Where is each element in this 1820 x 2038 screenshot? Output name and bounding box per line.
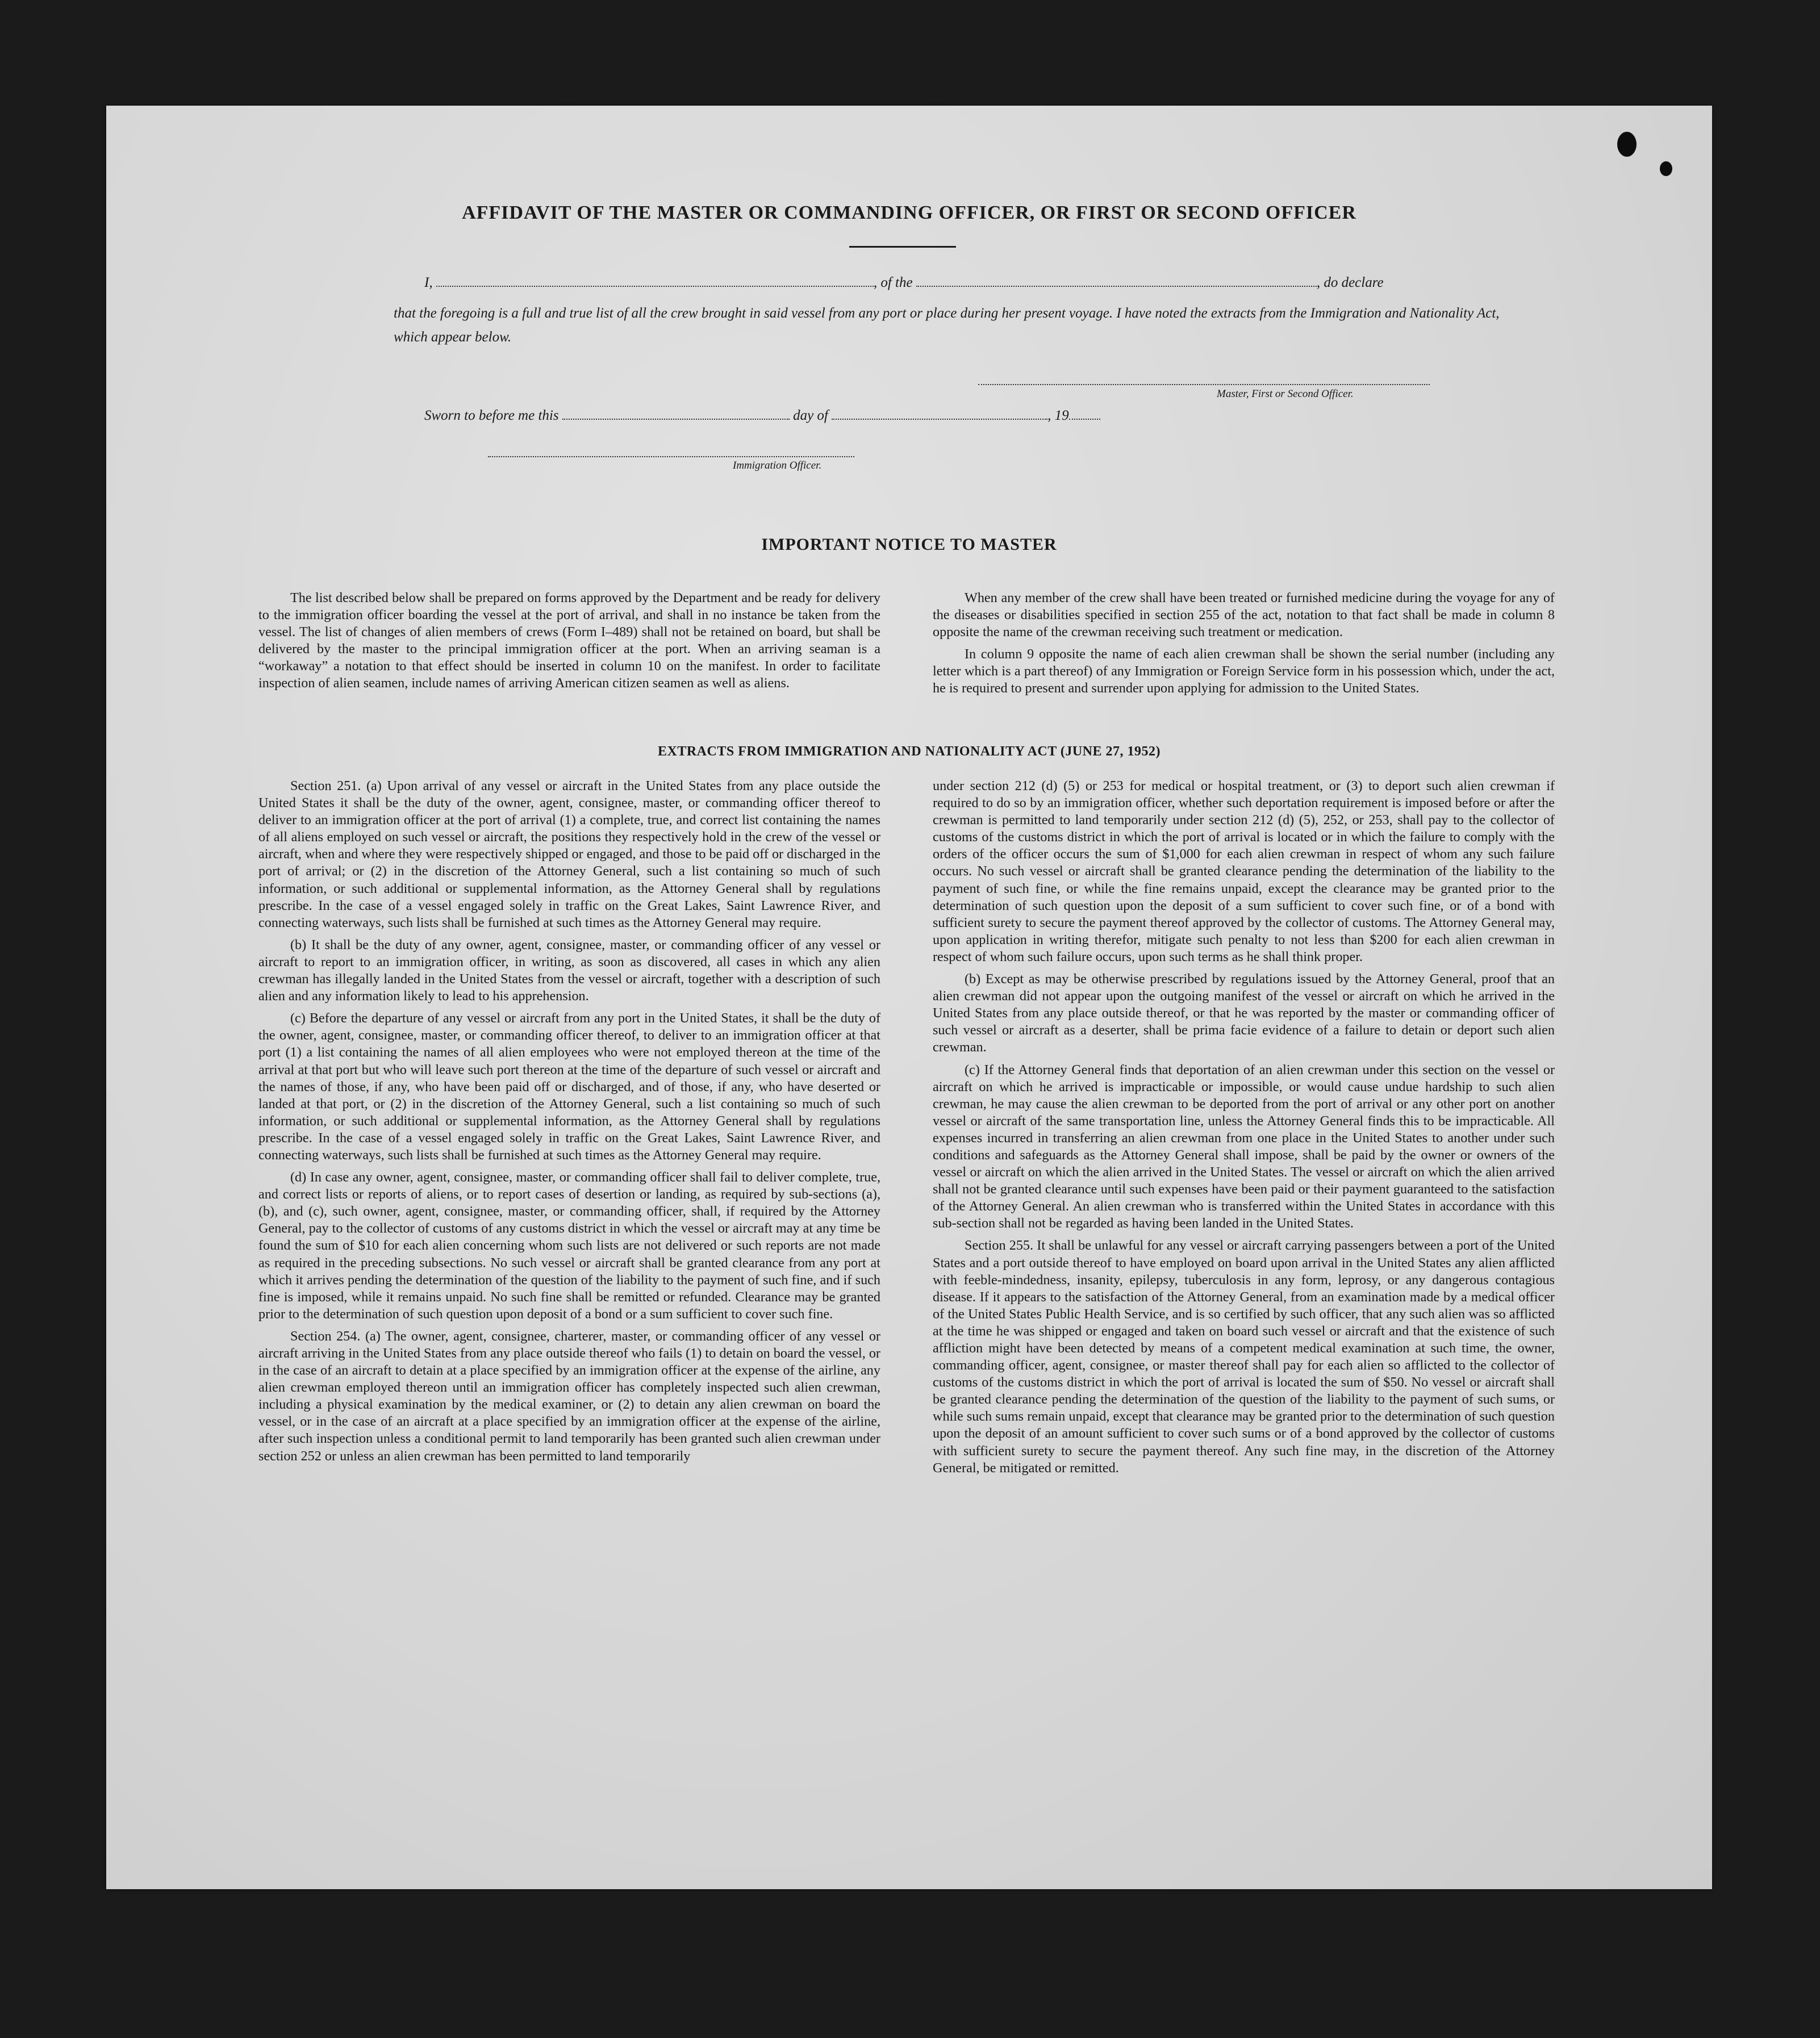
sworn-prefix-label: Sworn to before me this — [424, 408, 559, 423]
extract-paragraph: (c) Before the departure of any vessel or aircraft from any port in the United States, it shall be the duty of the owner, agent, consignee, master, or commanding officer thereof, to deliver to an immigration officer at that port (1) a list containing the names of all alien employees who were not employed thereon at the time of the arrival at that port but who will leave such port thereon at the time of the departure of such vessel or aircraft and the names of those, if any, who have been paid off or discharged, and of those, if any, who have deserted or landed at that port, or (2) in the discretion of the Attorney General, such a list containing so much of such information, or such additional or supplemental information, as the Attorney General shall by regulations prescribe. In the case of a vessel engaged solely in traffic on the Great Lakes, Saint Lawrence River, and connecting waterways, such lists shall be furnished at such times as the Attorney General may require. — [258, 1010, 880, 1163]
title-divider — [849, 246, 956, 248]
master-signature-line[interactable] — [978, 384, 1430, 385]
sworn-day-blank[interactable] — [562, 408, 790, 420]
notice-paragraph: When any member of the crew shall have been treated or furnished medicine during the voyage for any of the diseases or disabilities specified in section 255 of the act, notation to that fact shall be made in column 8 opposite the name of the crewman receiving such treatment or medication. — [933, 590, 1555, 640]
document-page — [106, 106, 1712, 1889]
declaration-fill-line — [424, 275, 1384, 291]
extracts-right-column — [933, 778, 1555, 1482]
declaration-do-declare-label: , do declare — [1316, 275, 1384, 290]
immigration-officer-signature-line[interactable] — [488, 456, 854, 457]
sworn-day-of-label: day of — [793, 408, 828, 423]
declaration-i-label: I, — [424, 275, 433, 290]
extract-paragraph: Section 251. (a) Upon arrival of any vessel or aircraft in the United States from any place outside the United States it shall be the duty of the owner, agent, consignee, master, or commanding officer thereof to deliver to an immigration officer at the port of arrival (1) a complete, true, and correct list containing the names of all aliens employed on such vessel or aircraft, the positions they respectively hold in the crew of the vessel or aircraft, when and where they were respectively shipped or engaged, and those to be paid off or discharged in the port of arrival; or (2) in the discretion of the Attorney General, such a list containing so much of such information, or such additional or supplemental information, as the Attorney General shall by regulations prescribe. In the case of a vessel engaged solely in traffic on the Great Lakes, Saint Lawrence River, and connecting waterways, such lists shall be furnished at such times as the Attorney General may require. — [258, 778, 880, 930]
notice-right-column — [933, 590, 1555, 703]
extract-paragraph: (c) If the Attorney General finds that deportation of an alien crewman under this section on the vessel or aircraft on which he arrived is impracticable or impossible, or would cause undue hardship to such alien crewman, he may cause the alien crewman to be deported from the port of arrival or any other port on another vessel or aircraft of the same transportation line, unless the Attorney General finds this to be impracticable. All expenses incurred in transferring an alien crewman from one place in the United States to another under such conditions and safeguards as the Attorney General shall impose, shall be paid by the owner or owners of the vessel or aircraft on which the alien arrived in the United States. The vessel or aircraft on which the alien arrived shall not be granted clearance until such expenses have been paid or their payment guaranteed to the satisfaction of the Attorney General. An alien crewman who is transferred within the United States in accordance with this sub-section shall not be regarded as having been landed in the United States. — [933, 1062, 1555, 1231]
sworn-month-blank[interactable] — [832, 408, 1047, 420]
extracts-left-column — [258, 778, 880, 1470]
sworn-year-label: , 19 — [1047, 408, 1069, 423]
extract-paragraph: under section 212 (d) (5) or 253 for medical or hospital treatment, or (3) to deport such alien crewman if required to do so by an immigration officer, whether such deportation requirement is imposed before or after the crewman is permitted to land temporarily under section 212 (d) (5), 252, or 253, shall pay to the collector of customs of the customs district in which the port of arrival is located or in which the failure to comply with the orders of the officer occurs the sum of $1,000 for each alien crewman in respect of whom any such failure occurs. No such vessel or aircraft shall be granted clearance pending the determination of the liability to the payment of such fine, or while the fine remains unpaid, except the clearance may be granted prior to the determination of such question upon the deposit of a sum sufficient to cover such fine, or of a bond with sufficient surety to secure the payment thereof approved by the collector of customs. The Attorney General may, upon application in writing therefor, mitigate such penalty to not less than $200 for each alien crewman in respect of whom such failure occurs, upon such terms as he shall think proper. — [933, 778, 1555, 964]
sworn-line — [424, 408, 1100, 424]
immigration-officer-caption: Immigration Officer. — [733, 460, 822, 471]
notice-paragraph: The list described below shall be prepared on forms approved by the Department and be ready for delivery to the immigration officer boarding the vessel at the port of arrival, and shall in no instance be taken from the vessel. The list of changes of alien members of crews (Form I–489) shall not be retained on board, but shall be delivered by the master to the principal immigration officer at the port. When an arriving seaman is a “workaway” a notation to that effect should be inserted in column 10 on the manifest. In order to facilitate inspection of alien seamen, include names of arriving American citizen seamen as well as aliens. — [258, 590, 880, 691]
extract-paragraph: Section 254. (a) The owner, agent, consignee, charterer, master, or commanding officer of any vessel or aircraft arriving in the United States from any place outside thereof who fails (1) to detain on board the vessel, or in the case of an aircraft to detain at a place specified by an immigration officer at the expense of the airline, any alien crewman employed thereon until an immigration officer has completely inspected such alien crewman, including a physical examination by the medical examiner, or (2) to detain any alien crewman on board the vessel, or in the case of an aircraft at a place specified by an immigration officer at the expense of the airline, after such inspection unless a conditional permit to land temporarily has been granted such alien crewman under section 252 or unless an alien crewman has been permitted to land temporarily — [258, 1328, 880, 1464]
sworn-year-blank[interactable] — [1069, 408, 1100, 420]
declaration-text: that the foregoing is a full and true list of all the crew brought in said vessel from any port or place during her present voyage. I have noted the extracts from the Immigration and Nationality Act, which appear below. — [394, 306, 1500, 345]
extract-paragraph: (d) In case any owner, agent, consignee, master, or commanding officer shall fail to deliver complete, true, and correct lists or reports of aliens, or to report cases of desertion or landing, as required by sub-sections (a), (b), and (c), such owner, agent, consignee, master, or commanding officer, shall, if required by the Attorney General, pay to the collector of customs of any customs district in which the vessel or aircraft may at any time be found the sum of $10 for each alien concerning whom such lists are not delivered or such reports are not made as required in the preceding subsections. No such vessel or aircraft shall be granted clearance from any port at which it arrives pending the determination of the question of the liability to the payment of such fine, and if such fine is imposed, while it remains unpaid. No such fine shall be remitted or refunded. Clearance may be granted prior to the determination of such question upon deposit of a bond or a sum sufficient to cover such fine. — [258, 1170, 880, 1322]
extract-paragraph: (b) It shall be the duty of any owner, agent, consignee, master, or commanding officer of any vessel or aircraft to report to an immigration officer, in writing, as soon as discovered, all cases in which any alien crewman has illegally landed in the United States from the vessel or aircraft, together with a description of such alien and any information likely to lead to his apprehension. — [258, 937, 880, 1004]
ink-blot — [1617, 132, 1637, 157]
extract-paragraph: Section 255. It shall be unlawful for any vessel or aircraft carrying passengers between a port of the United States and a port outside thereof to have employed on board upon arrival in the United States any alien afflicted with feeble-mindedness, insanity, epilepsy, tuberculosis in any form, leprosy, or any dangerous contagious disease. If it appears to the satisfaction of the Attorney General, from an examination made by a medical officer of the United States Public Health Service, and is so certified by such officer, that any such alien was so afflicted at the time he was shipped or engaged and taken on board such vessel or aircraft and that the existence of such affliction might have been detected by means of a competent medical examination at such time, the owner, commanding officer, agent, consignee, or master thereof shall pay for each alien so afflicted to the collector of customs of the customs district in which the port of arrival is located the sum of $50. No vessel or aircraft shall be granted clearance pending the determination of the question of the liability to the payment of such sums, or while such sums remain unpaid, except that clearance may be granted prior to the determination of such question upon the deposit of an amount sufficient to cover such sums or of a bond approved by the collector of customs with sufficient surety to secure the payment thereof. Any such fine may, in the discretion of the Attorney General, be mitigated or remitted. — [933, 1238, 1555, 1476]
vessel-name-blank[interactable] — [916, 275, 1317, 287]
page-title: AFFIDAVIT OF THE MASTER OR COMMANDING OFFICER, OR FIRST OR SECOND OFFICER — [462, 202, 1356, 223]
master-signature-caption: Master, First or Second Officer. — [1217, 388, 1354, 400]
notice-title: IMPORTANT NOTICE TO MASTER — [761, 535, 1057, 554]
extract-paragraph: (b) Except as may be otherwise prescribed by regulations issued by the Attorney General, proof that an alien crewman did not appear upon the outgoing manifest of the vessel or aircraft on which he arrived in the United States from any place outside thereof, or that he was reported by the master or commanding officer of such vessel or aircraft as a deserter, shall be prima facie evidence of a failure to detain or deport such alien crewman. — [933, 971, 1555, 1055]
ink-blot — [1660, 161, 1672, 176]
declarant-name-blank[interactable] — [436, 275, 874, 287]
notice-left-column — [258, 590, 880, 698]
notice-paragraph: In column 9 opposite the name of each alien crewman shall be shown the serial number (including any letter which is a part thereof) of any Immigration or Foreign Service form in his possession which, under the act, he is required to present and surrender upon applying for admission to the United States. — [933, 646, 1555, 696]
declaration-of-the-label: , of the — [873, 275, 913, 290]
extracts-title: EXTRACTS FROM IMMIGRATION AND NATIONALITY ACT (JUNE 27, 1952) — [658, 744, 1161, 759]
